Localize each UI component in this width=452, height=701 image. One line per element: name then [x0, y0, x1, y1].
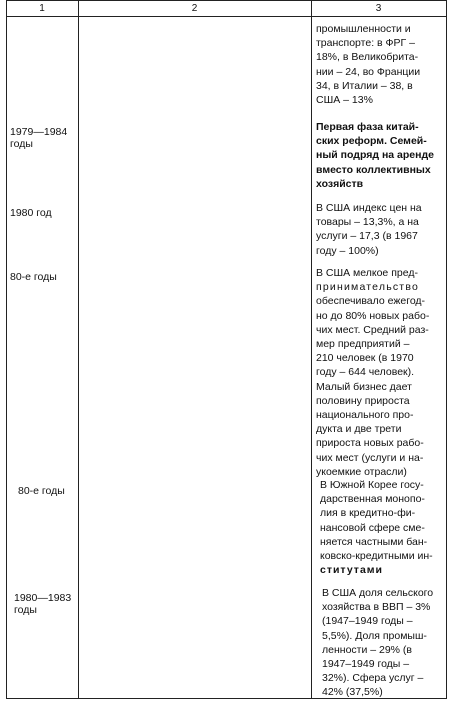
table-row-note: Первая фаза китай- ских реформ. Семей- ный подряд на аренде вместо коллективных хозяйств	[316, 121, 434, 190]
table-row-note: В США доля сельского хозяйства в ВВП – 3% (1947–1949 годы – 5,5%). Доля промыш- ленности – 29% (в 1947–1949 годы – 32%). Сфера услуг – 42% (37,5%)	[322, 587, 434, 699]
period-cell: 80-е годы	[10, 271, 57, 283]
table-row-note: промышленности и транспорте: в ФРГ – 18%, в Великобрита- нии – 24, во Франции 34, в Италии – 38, в США – 13%	[316, 23, 421, 107]
column-divider-2	[311, 0, 312, 699]
period-cell: 1979—1984 годы	[10, 126, 68, 150]
header-bottom-border	[6, 16, 446, 17]
period-cell: 80-е годы	[18, 485, 65, 497]
period-cell: 1980 год	[10, 207, 52, 219]
column-header-3: 3	[375, 3, 382, 14]
period-cell: 1980—1983 годы	[14, 592, 72, 616]
table-row-note: В Южной Корее госу- дарственная монопо- лия в кредитно-фи- нансовой сфере сме- няется частными бан- ковско-кредитными ин- ститутами	[320, 479, 433, 577]
column-header-1: 1	[39, 3, 45, 14]
table-right-border	[446, 0, 447, 699]
table-row-note: В США индекс цен на товары – 13,3%, а на услуги – 17,3 (в 1967 году – 100%)	[316, 202, 422, 257]
table-row-note: В США мелкое пред- принимательство обеспечивало ежегод- но до 80% новых рабо- чих мест. Средний раз- мер предприятий – 210 человек (в 1970 году – 644 человек). Малый бизнес дает половину прироста национального про- дукта и две трети прироста новых рабо- чих мест (услуги и на- укоемкие отрасли)	[316, 267, 430, 478]
table-left-border	[6, 0, 7, 699]
table-top-border	[6, 0, 446, 1]
column-header-2: 2	[191, 3, 198, 14]
column-divider-1	[78, 0, 79, 699]
